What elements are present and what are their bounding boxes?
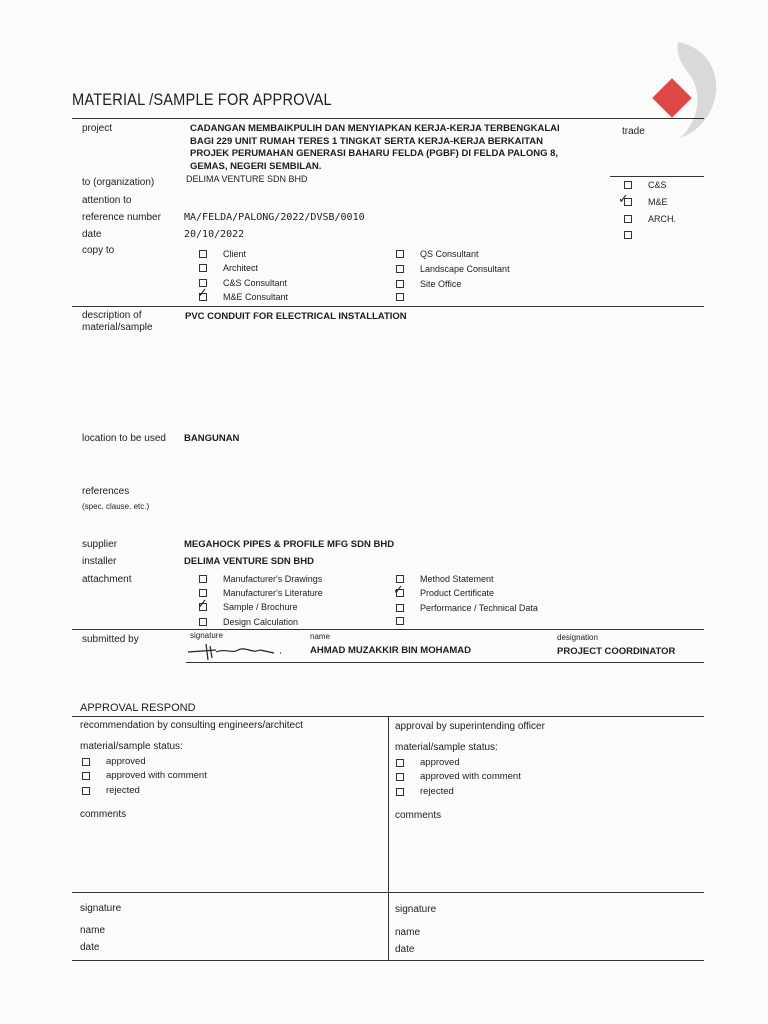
attach-other-checkbox[interactable] xyxy=(396,617,404,625)
supplier-label: supplier xyxy=(82,539,118,550)
right-panel-title: approval by superintending officer xyxy=(395,721,545,732)
copy-client-checkbox[interactable] xyxy=(199,250,207,258)
installer-value: DELIMA VENTURE SDN BHD xyxy=(184,556,315,567)
check-mark-icon: ✓ xyxy=(197,285,208,300)
description-value: PVC CONDUIT FOR ELECTRICAL INSTALLATION xyxy=(185,311,407,322)
company-logo xyxy=(640,40,724,140)
name-heading: name xyxy=(310,632,331,641)
right-rejected-checkbox[interactable] xyxy=(396,788,404,796)
copy-site-label: Site Office xyxy=(420,279,462,289)
right-status-label: material/sample status: xyxy=(395,742,498,753)
references-sublabel: (spec. clause. etc.) xyxy=(82,502,150,511)
attach-sample-label: Sample / Brochure xyxy=(223,602,298,612)
location-value: BANGUNAN xyxy=(184,433,240,444)
attach-drawings-label: Manufacturer's Drawings xyxy=(223,574,323,584)
left-comments-label: comments xyxy=(80,809,127,820)
left-name-label: name xyxy=(80,925,106,936)
project-label: project xyxy=(82,123,113,134)
copy-other-checkbox[interactable] xyxy=(396,293,404,301)
check-mark-icon: ✓ xyxy=(618,191,629,206)
handwritten-signature xyxy=(186,640,286,662)
trade-arch-label: ARCH. xyxy=(648,214,677,224)
left-rejected-checkbox[interactable] xyxy=(82,787,90,795)
attach-certificate-label: Product Certificate xyxy=(420,588,495,598)
copy-cs-label: C&S Consultant xyxy=(223,278,288,288)
right-name-label: name xyxy=(395,927,421,938)
right-approved-label: approved xyxy=(420,757,460,768)
copy-qs-checkbox[interactable] xyxy=(396,250,404,258)
attach-method-label: Method Statement xyxy=(420,574,494,584)
copy-landscape-checkbox[interactable] xyxy=(396,265,404,273)
reference-value: MA/FELDA/PALONG/2022/DVSB/0010 xyxy=(184,212,365,223)
left-panel-title: recommendation by consulting engineers/architect xyxy=(80,720,303,731)
right-approved-checkbox[interactable] xyxy=(396,759,404,767)
installer-label: installer xyxy=(82,556,117,567)
description-label: description of material/sample xyxy=(82,310,153,333)
copy-architect-checkbox[interactable] xyxy=(199,264,207,272)
attach-design-checkbox[interactable] xyxy=(199,618,207,626)
copy-qs-label: QS Consultant xyxy=(420,249,479,259)
date-label: date xyxy=(82,229,102,240)
to-org-value: DELIMA VENTURE SDN BHD xyxy=(186,174,308,184)
trade-arch-checkbox[interactable] xyxy=(624,215,632,223)
attention-label: attention to xyxy=(82,195,132,206)
right-approved-comment-checkbox[interactable] xyxy=(396,773,404,781)
left-date-label: date xyxy=(80,942,100,953)
attach-design-label: Design Calculation xyxy=(223,617,299,627)
left-approved-label: approved xyxy=(106,756,146,767)
references-label: references xyxy=(82,486,130,497)
date-value: 20/10/2022 xyxy=(184,229,245,240)
copy-to-label: copy to xyxy=(82,245,115,256)
right-approved-comment-label: approved with comment xyxy=(420,771,521,782)
copy-me-label: M&E Consultant xyxy=(223,292,289,302)
supplier-value: MEGAHOCK PIPES & PROFILE MFG SDN BHD xyxy=(184,539,395,550)
right-rejected-label: rejected xyxy=(420,786,454,797)
submitted-by-label: submitted by xyxy=(82,634,139,645)
left-rejected-label: rejected xyxy=(106,785,140,796)
trade-cs-checkbox[interactable] xyxy=(624,181,632,189)
trade-cs-label: C&S xyxy=(648,180,667,190)
left-status-label: material/sample status: xyxy=(80,741,183,752)
approval-heading: APPROVAL RESPOND xyxy=(80,702,196,714)
left-signature-label: signature xyxy=(80,903,122,914)
right-comments-label: comments xyxy=(395,810,442,821)
copy-landscape-label: Landscape Consultant xyxy=(420,264,510,274)
attach-literature-label: Manufacturer's Literature xyxy=(223,588,323,598)
attachment-label: attachment xyxy=(82,574,132,585)
submitter-name: AHMAD MUZAKKIR BIN MOHAMAD xyxy=(310,645,471,656)
trade-me-label: M&E xyxy=(648,197,668,207)
reference-label: reference number xyxy=(82,212,161,223)
check-mark-icon: ✓ xyxy=(197,596,208,611)
right-signature-label: signature xyxy=(395,904,437,915)
left-approved-comment-label: approved with comment xyxy=(106,770,207,781)
form-title: MATERIAL /SAMPLE FOR APPROVAL xyxy=(72,90,332,109)
trade-other-checkbox[interactable] xyxy=(624,231,632,239)
copy-client-label: Client xyxy=(223,249,247,259)
copy-site-checkbox[interactable] xyxy=(396,280,404,288)
trade-label: trade xyxy=(622,126,645,137)
left-approved-checkbox[interactable] xyxy=(82,758,90,766)
signature-heading: signature xyxy=(190,631,223,640)
attach-drawings-checkbox[interactable] xyxy=(199,575,207,583)
right-date-label: date xyxy=(395,944,415,955)
left-approved-comment-checkbox[interactable] xyxy=(82,772,90,780)
location-label: location to be used xyxy=(82,433,166,444)
designation-heading: designation xyxy=(557,633,598,642)
attach-performance-label: Performance / Technical Data xyxy=(420,603,538,613)
to-org-label: to (organization) xyxy=(82,177,155,188)
submitter-designation: PROJECT COORDINATOR xyxy=(557,646,676,657)
project-value: CADANGAN MEMBAIKPULIH DAN MENYIAPKAN KERJA-KERJA TERBENGKALAI BAGI 229 UNIT RUMAH TERES 1 TINGKAT SERTA KERJA-KERJA BERKAITAN PROJEK PERUMAHAN GENERASI BAHARU FELDA (PGBF) DI FELDA PALONG 8, GEMAS, NEGERI SEMBILAN. xyxy=(190,123,560,172)
attach-performance-checkbox[interactable] xyxy=(396,604,404,612)
copy-architect-label: Architect xyxy=(223,263,259,273)
check-mark-icon: ✓ xyxy=(393,582,404,597)
